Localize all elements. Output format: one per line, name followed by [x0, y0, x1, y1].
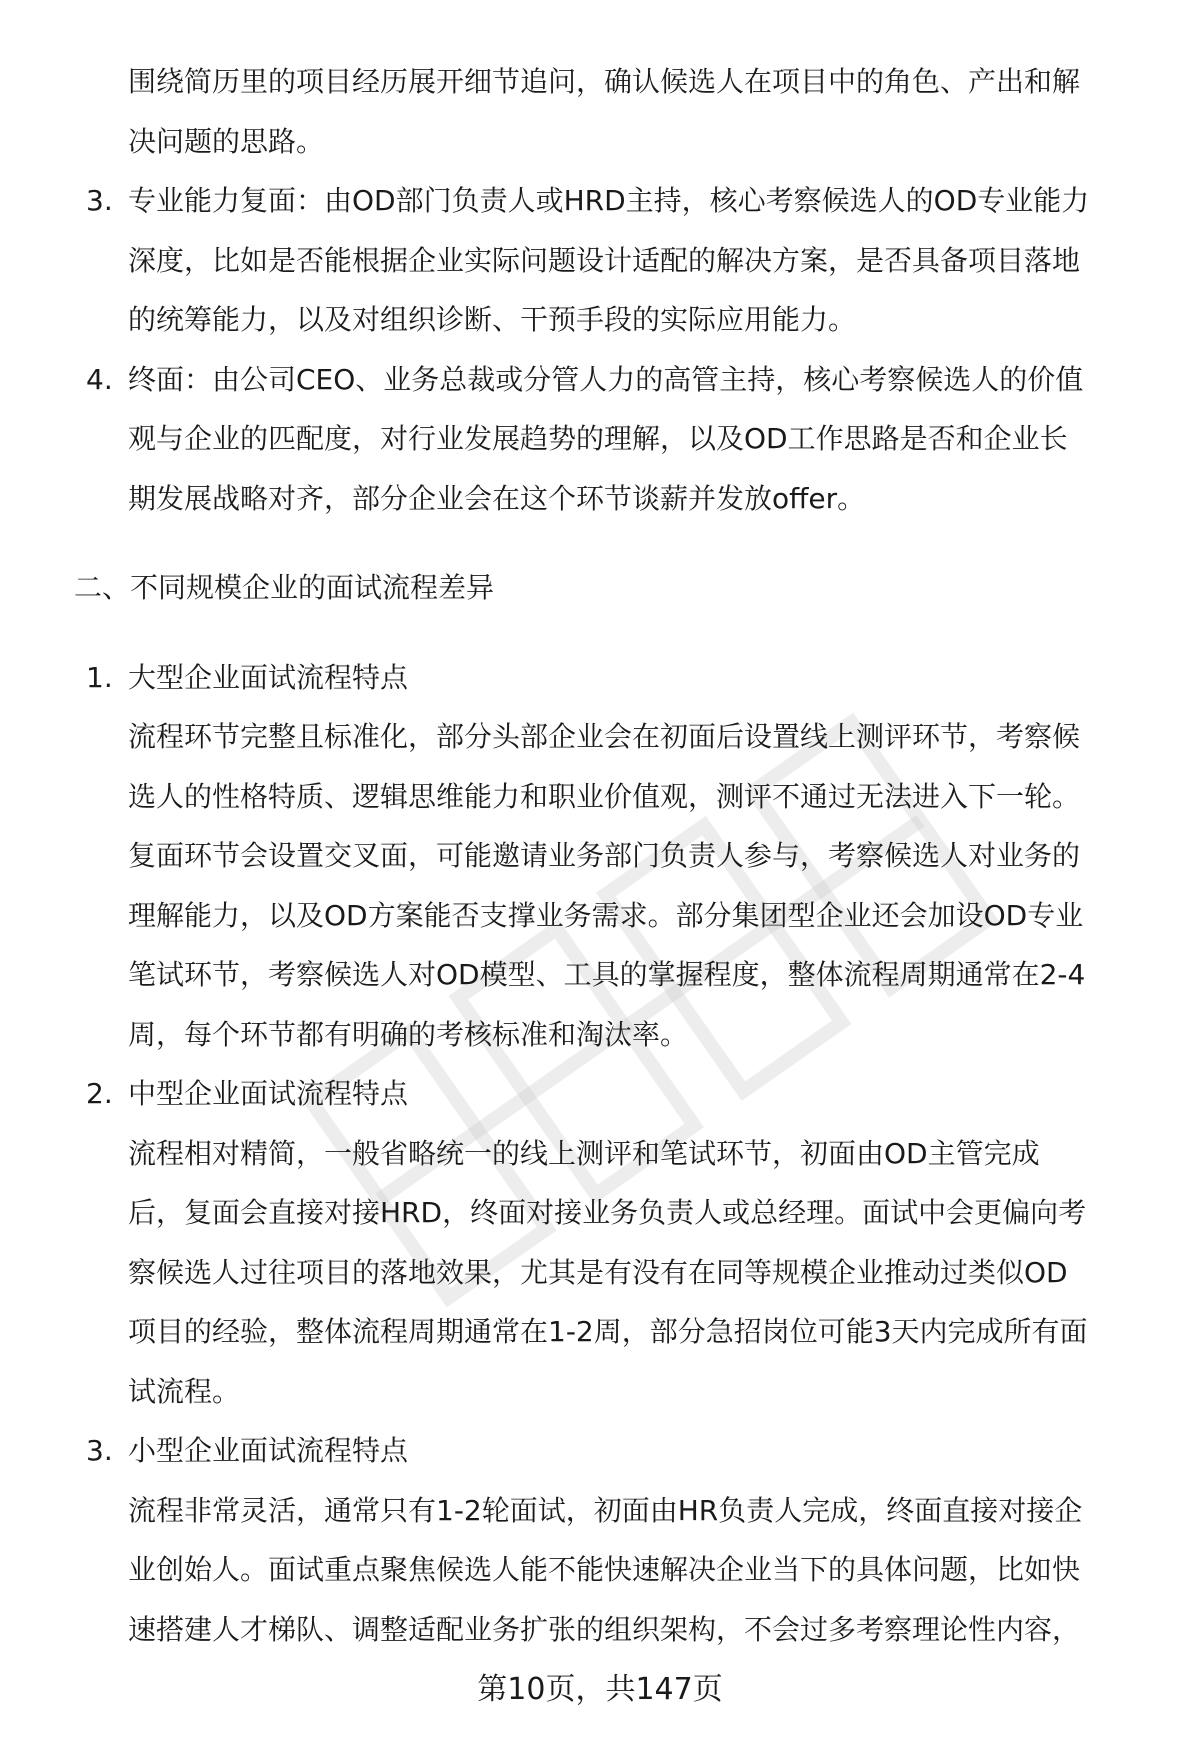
intro-line: 围绕简历里的项目经历展开细节追问，确认候选人在项目中的角色、产出和解: [128, 65, 1081, 98]
section-heading: 二、不同规模企业的面试流程差异: [74, 571, 495, 604]
list-item: [0, 1064, 1200, 1421]
list-line: 速搭建人才梯队、调整适配业务扩张的组织架构，不会过多考察理论性内容，: [128, 1612, 1081, 1646]
list-line: 深度，比如是否能根据企业实际问题设计适配的解决方案，是否具备项目落地: [128, 243, 1081, 277]
list-item-title: 大型企业面试流程特点: [128, 660, 409, 694]
list-line: 流程环节完整且标准化，部分头部企业会在初面后设置线上测评环节，考察候: [128, 720, 1081, 753]
list-number: 3.: [86, 184, 113, 217]
list-number: 1.: [86, 660, 113, 694]
list-line: 流程非常灵活，通常只有1-2轮面试，初面由HR负责人完成，终面直接对接企: [128, 1493, 1083, 1527]
list-line: 后，复面会直接对接HRD，终面对接业务负责人或总经理。面试中会更偏向考: [128, 1196, 1087, 1229]
list-line: 专业能力复面：由OD部门负责人或HRD主持，核心考察候选人的OD专业能力: [128, 184, 1090, 217]
list-line: 项目的经验，整体流程周期通常在1-2周，部分急招岗位可能3天内完成所有面: [128, 1315, 1088, 1348]
list-number: 2.: [86, 1077, 113, 1110]
list-number: 3.: [86, 1434, 113, 1467]
list-item: [0, 1421, 1200, 1659]
page-footer: 第10页，共147页: [477, 1672, 723, 1707]
list-line: 业创始人。面试重点聚焦候选人能不能快速解决企业当下的具体问题，比如快: [128, 1553, 1081, 1586]
list-line: 理解能力，以及OD方案能否支撑业务需求。部分集团型企业还会加设OD专业: [128, 898, 1084, 932]
document-body: [0, 52, 1200, 1659]
list-item-title: 中型企业面试流程特点: [128, 1077, 409, 1110]
list-line: 观与企业的匹配度，对行业发展趋势的理解，以及OD工作思路是否和企业长: [128, 422, 1068, 455]
list-item: [0, 648, 1200, 1065]
list-line: 期发展战略对齐，部分企业会在这个环节谈薪并发放offer。: [128, 481, 866, 515]
list-line: 周，每个环节都有明确的考核标准和淘汰率。: [128, 1017, 689, 1051]
list-item: [0, 350, 1200, 529]
list-line: 复面环节会设置交叉面，可能邀请业务部门负责人参与，考察候选人对业务的: [128, 839, 1081, 872]
list-item-title: 小型企业面试流程特点: [128, 1434, 409, 1467]
list-line: 流程相对精简，一般省略统一的线上测评和笔试环节，初面由OD主管完成: [128, 1136, 1040, 1170]
intro-line: 决问题的思路。: [128, 124, 325, 158]
list-item: [0, 171, 1200, 350]
list-line: 察候选人过往项目的落地效果，尤其是有没有在同等规模企业推动过类似OD: [128, 1255, 1068, 1289]
list-line: 选人的性格特质、逻辑思维能力和职业价值观，测评不通过无法进入下一轮。: [128, 779, 1081, 813]
list-line: 笔试环节，考察候选人对OD模型、工具的掌握程度，整体流程周期通常在2-4: [128, 958, 1086, 991]
list-line: 的统筹能力，以及对组织诊断、干预手段的实际应用能力。: [128, 303, 857, 336]
list-number: 4.: [86, 362, 113, 396]
list-line: 试流程。: [128, 1374, 241, 1408]
list-line: 终面：由公司CEO、业务总裁或分管人力的高管主持，核心考察候选人的价值: [128, 362, 1084, 396]
